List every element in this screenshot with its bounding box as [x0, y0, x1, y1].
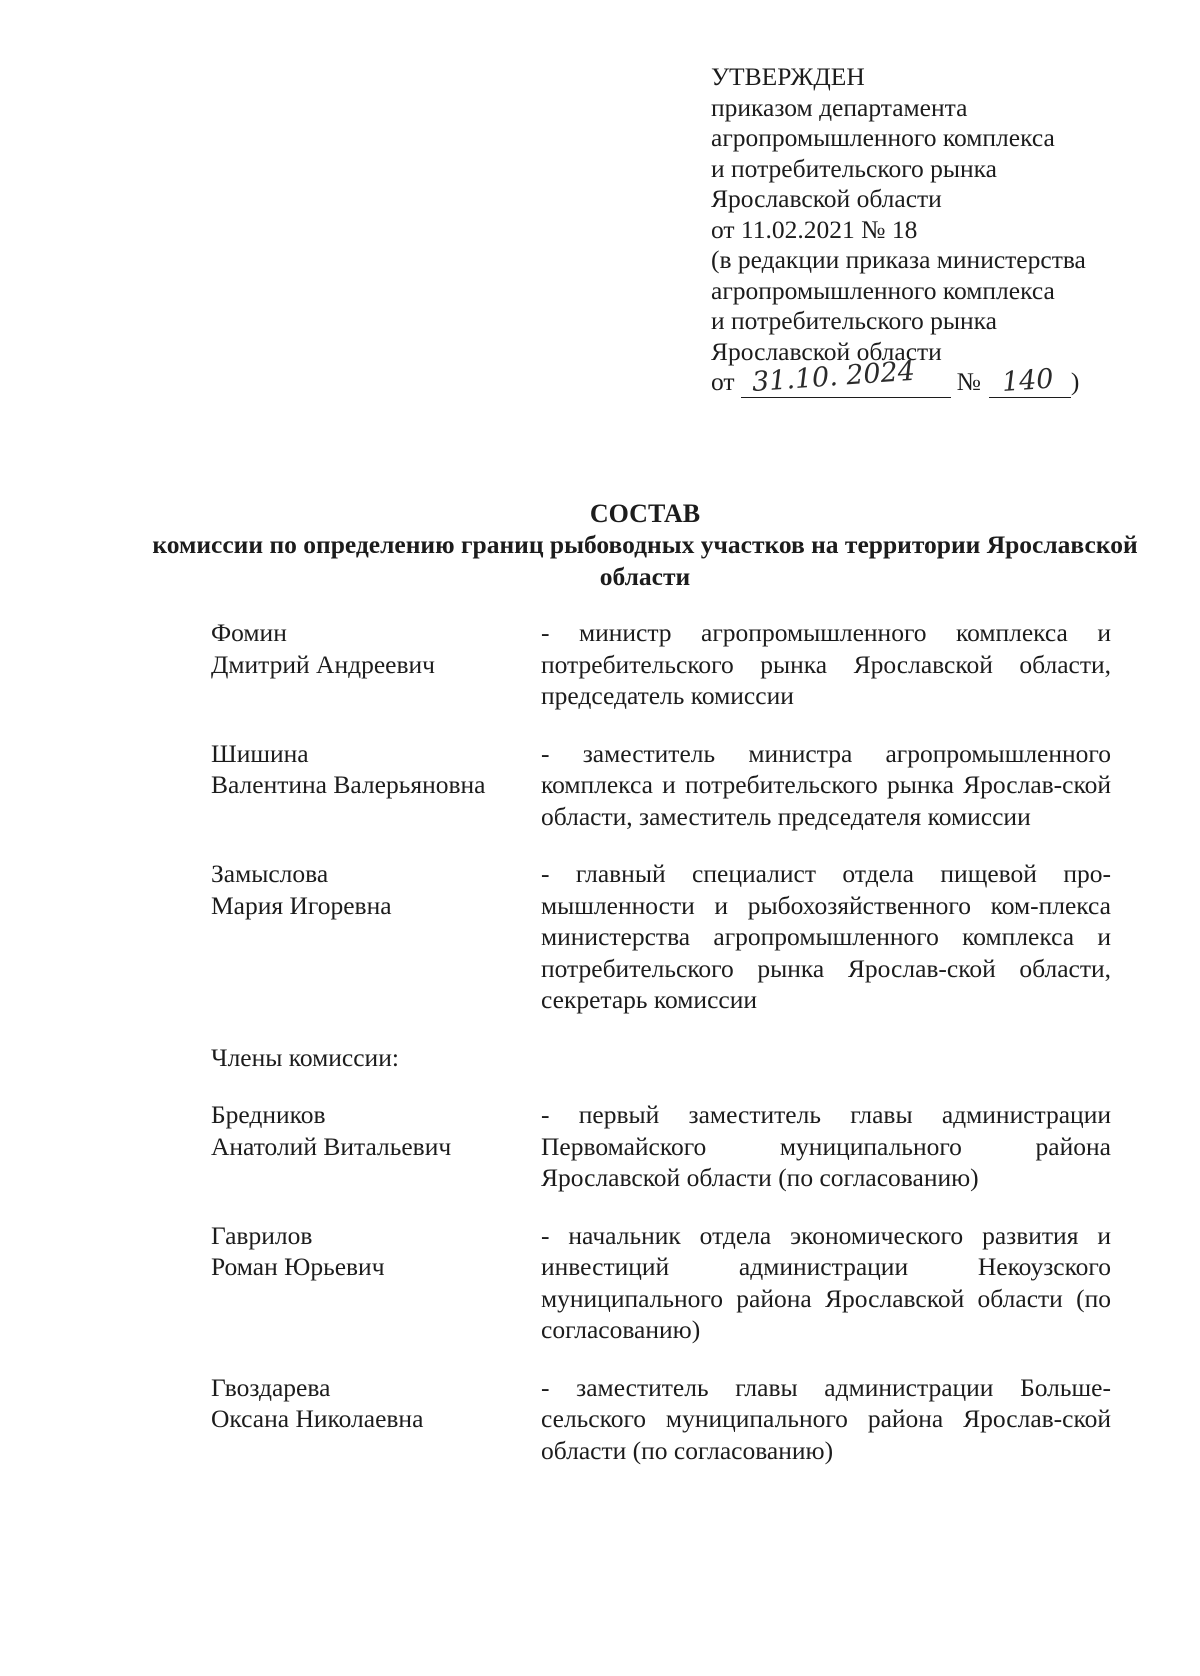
- member-surname: Фомин: [211, 618, 287, 647]
- member-row: [211, 858, 1126, 1016]
- member-surname: Гаврилов: [211, 1220, 313, 1250]
- member-name: [211, 1220, 541, 1346]
- approval-line: приказом департамента: [711, 92, 968, 122]
- member-name: [211, 1372, 541, 1467]
- handwritten-number: 140: [1000, 362, 1055, 398]
- handwritten-date: 31.10. 2024: [750, 355, 916, 398]
- document-title: [150, 498, 1140, 593]
- section-heading-label: Члены комиссии:: [211, 1042, 399, 1072]
- member-given-names: Роман Юрьевич: [211, 1252, 385, 1281]
- member-given-names: Анатолий Витальевич: [211, 1131, 452, 1161]
- member-role: - министр агропромышленного комплекса и потребительского рынка Ярославской области, председатель комиссии: [541, 618, 1111, 710]
- member-surname: Гвоздарева: [211, 1372, 331, 1402]
- member-row: [211, 617, 1126, 712]
- member-given-names: Валентина Валерьяновна: [211, 770, 486, 799]
- member-role: - заместитель министра агропромышленного комплекса и потребительского рынка Ярослав-ской области, заместитель председателя комиссии: [541, 738, 1111, 831]
- approval-block: [711, 62, 1161, 398]
- closing-parenthesis: ): [1070, 367, 1080, 396]
- member-name: [211, 738, 541, 833]
- title-main: СОСТАВ: [589, 499, 701, 528]
- member-row: [211, 1099, 1126, 1194]
- approval-line: Ярославской области: [711, 336, 942, 366]
- approval-line: и потребительского рынка: [711, 153, 998, 183]
- date-prefix: от: [711, 367, 735, 396]
- approval-line: агропромышленного комплекса: [711, 123, 1055, 152]
- member-name: [211, 1099, 541, 1194]
- member-role: - заместитель главы администрации Больше-сельского муниципального района Ярослав-ской области (по согласованию): [541, 1372, 1111, 1465]
- amendment-date-line: [711, 355, 1161, 398]
- member-row: [211, 738, 1126, 833]
- member-given-names: Дмитрий Андреевич: [211, 649, 435, 679]
- member-name: [211, 858, 541, 1016]
- member-given-names: Оксана Николаевна: [211, 1404, 424, 1433]
- member-role: - начальник отдела экономического развития и инвестиций администрации Некоузского муниципального района Ярославской области (по согласованию): [541, 1220, 1111, 1344]
- approval-line: (в редакции приказа министерства: [711, 245, 1086, 274]
- approval-line: агропромышленного комплекса: [711, 275, 1055, 305]
- member-surname: Бредников: [211, 1100, 326, 1129]
- member-row: [211, 1372, 1126, 1467]
- member-role: - первый заместитель главы администрации Первомайского муниципального района Ярославской области (по согласованию): [541, 1100, 1111, 1192]
- title-subtitle: комиссии по определению границ рыбоводных участков на территории Ярославской области: [152, 530, 1138, 591]
- member-row: [211, 1220, 1126, 1346]
- members-list: [211, 617, 1126, 1466]
- member-surname: Замыслова: [211, 859, 329, 888]
- member-surname: Шишина: [211, 738, 309, 768]
- approval-line: УТВЕРЖДЕН: [711, 62, 865, 91]
- approval-line: от 11.02.2021 № 18: [711, 214, 918, 244]
- date-blank: [741, 355, 951, 398]
- member-given-names: Мария Игоревна: [211, 890, 392, 920]
- member-role: - главный специалист отдела пищевой про-мышленности и рыбохозяйственного ком-плекса министерства агропромышленного комплекса и потребительского рынка Ярослав-ской области, секретарь комиссии: [541, 859, 1111, 1014]
- section-heading-members: [211, 1042, 1126, 1074]
- approval-line: и потребительского рынка: [711, 306, 998, 335]
- member-name: [211, 617, 541, 712]
- number-prefix: №: [956, 367, 981, 396]
- approval-line: Ярославской области: [711, 184, 942, 213]
- number-blank: [989, 362, 1071, 398]
